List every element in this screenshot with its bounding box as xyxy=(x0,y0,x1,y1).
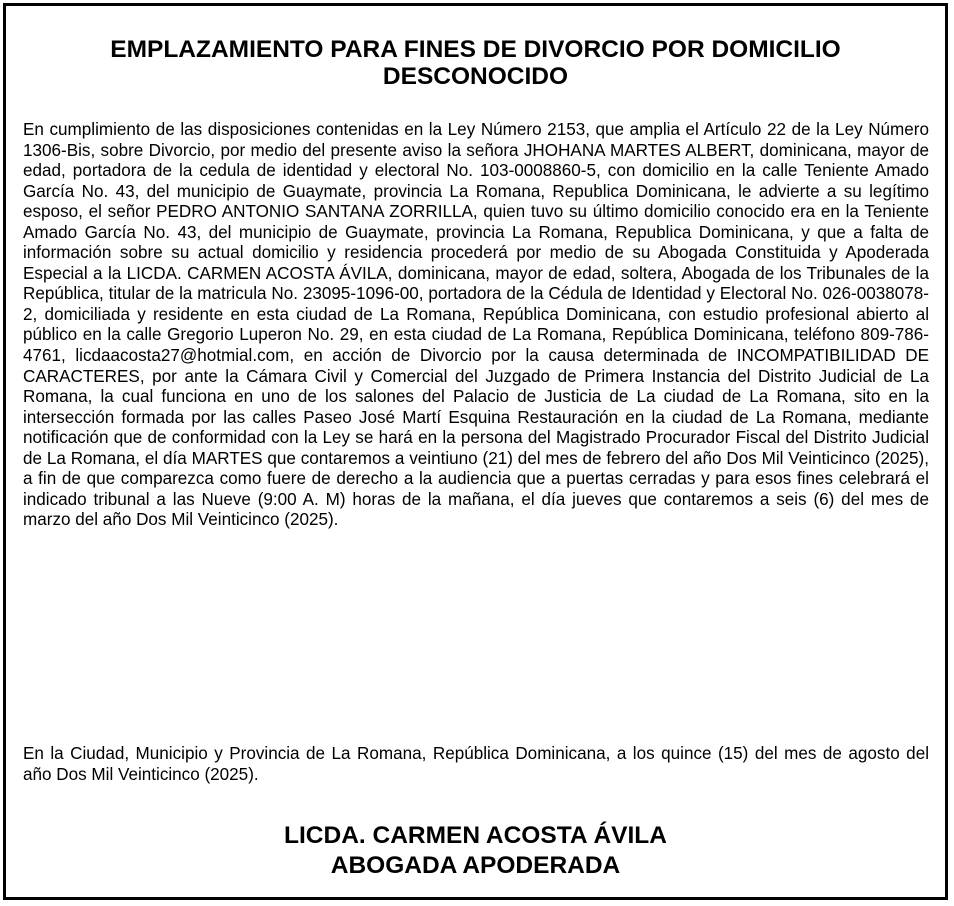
notice-title-line2: DESCONOCIDO xyxy=(382,63,569,90)
notice-closing-paragraph: En la Ciudad, Municipio y Provincia de La Romana, República Dominicana, a los quince (15) del mes de agosto del año Dos Mil Veinticinco (2025). xyxy=(23,744,929,784)
notice-title-line1: EMPLAZAMIENTO PARA FINES DE DIVORCIO POR DOMICILIO xyxy=(110,36,841,63)
notice-body-paragraph: En cumplimiento de las disposiciones contenidas en la Ley Número 2153, que amplia el Artículo 22 de la Ley Número 1306-Bis, sobre Divorcio, por medio del presente aviso la señora JHOHANA MARTES ALBERT, dominicana, mayor de edad, portadora de la cedula de identidad y electoral No. 103-0008860-5, con domicilio en la calle Teniente Amado García No. 43, del municipio de Guaymate, provincia La Romana, Republica Dominicana, le advierte a su legítimo esposo, el señor PEDRO ANTONIO SANTANA ZORRILLA, quien tuvo su último domicilio conocido era en la Teniente Amado García No. 43, del municipio de Guaymate, provincia La Romana, Republica Dominicana, y que a falta de información sobre su actual domicilio y residencia procederá por medio de su Abogada Constituida y Apoderada Especial a la LICDA. CARMEN ACOSTA ÁVILA, dominicana, mayor de edad, soltera, Abogada de los Tribunales de la República, titular de la matricula No. 23095-1096-00, portadora de la Cédula de Identidad y Electoral No. 026-0038078-2, domiciliada y residente en esta ciudad de La Romana, República Dominicana, con estudio profesional abierto al público en la calle Gregorio Luperon No. 29, en esta ciudad de La Romana, República Dominicana, teléfono 809-786-4761, licdaacosta27@hotmial.com, en acción de Divorcio por la causa determinada de INCOMPATIBILIDAD DE CARACTERES, por ante la Cámara Civil y Comercial del Juzgado de Primera Instancia del Distrito Judicial de La Romana, la cual funciona en uno de los salones del Palacio de Justicia de La ciudad de La Romana, sito en la intersección formada por las calles Paseo José Martí Esquina Restauración en la ciudad de La Romana, mediante notificación que de conformidad con la Ley se hará en la persona del Magistrado Procurador Fiscal del Distrito Judicial de La Romana, el día MARTES que contaremos a veintiuno (21) del mes de febrero del año Dos Mil Veinticinco (2025), a fin de que comparezca como fuere de derecho a la audiencia que a puertas cerradas y para esos fines celebrará el indicado tribunal a las Nueve (9:00 A. M) horas de la mañana, el día jueves que contaremos a seis (6) del mes de marzo del año Dos Mil Veinticinco (2025). xyxy=(23,120,929,530)
notice-frame xyxy=(3,3,948,900)
signature-role: ABOGADA APODERADA xyxy=(330,852,621,879)
notice-title xyxy=(6,36,945,90)
signature-name: LICDA. CARMEN ACOSTA ÁVILA xyxy=(284,822,667,849)
